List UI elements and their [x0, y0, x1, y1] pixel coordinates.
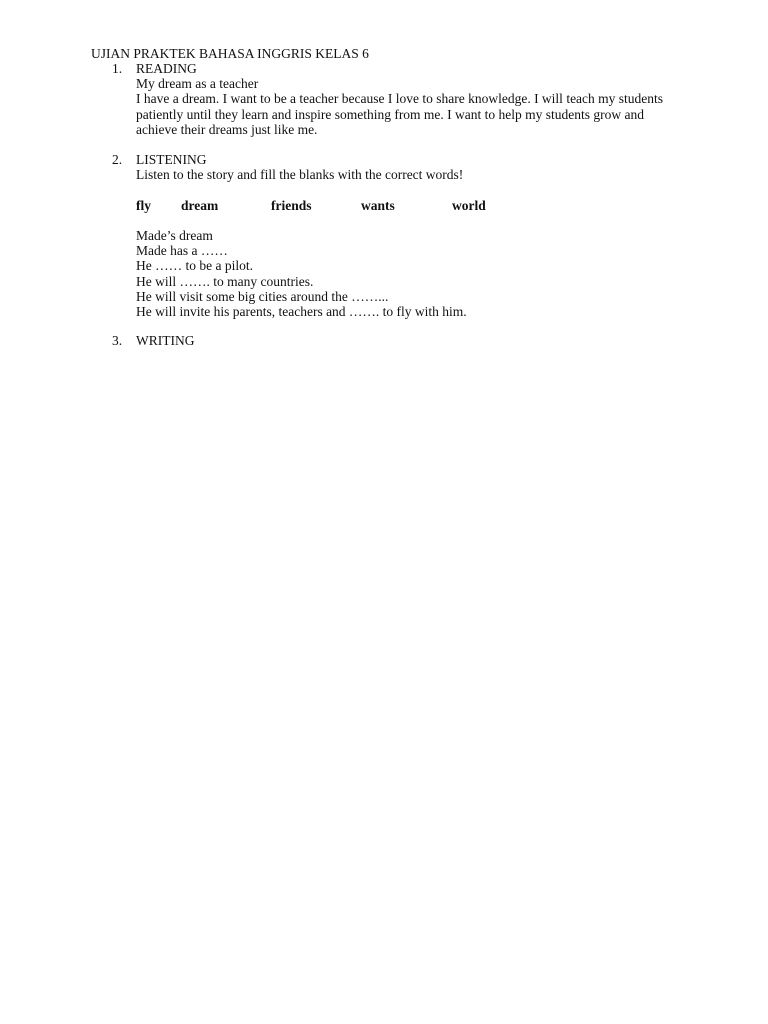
- word-bank-item: wants: [361, 197, 395, 213]
- section-number: 2.: [112, 152, 123, 167]
- section-number: 3.: [112, 333, 123, 348]
- word-bank-item: world: [452, 197, 486, 213]
- section-listening: [112, 152, 712, 319]
- section-heading: WRITING: [136, 333, 195, 348]
- story-sentence: He will invite his parents, teachers and ……. to fly with him.: [136, 303, 467, 319]
- document-title: UJIAN PRAKTEK BAHASA INGGRIS KELAS 6: [91, 46, 369, 61]
- listening-instruction: Listen to the story and fill the blanks with the correct words!: [136, 167, 464, 183]
- section-heading: READING: [136, 61, 197, 76]
- story-title: Made’s dream: [136, 227, 213, 243]
- word-bank-item: dream: [181, 197, 219, 213]
- story-sentence: He will ……. to many countries.: [136, 273, 314, 289]
- story-sentence: Made has a ……: [136, 243, 228, 259]
- section-heading: LISTENING: [136, 152, 207, 167]
- reading-paragraph: I have a dream. I want to be a teacher because I love to share knowledge. I will teach my students patiently until they learn and inspire something from me. I want to help my students grow and achieve their dreams just like me.: [136, 91, 664, 137]
- section-number: 1.: [112, 61, 123, 76]
- story-sentence: He will visit some big cities around the ……...: [136, 288, 389, 304]
- word-bank-item: friends: [271, 197, 312, 213]
- story-sentence: He …… to be a pilot.: [136, 258, 253, 274]
- word-bank-item: fly: [136, 197, 151, 213]
- section-writing: [112, 333, 712, 348]
- word-bank: [136, 198, 712, 213]
- section-reading: [112, 61, 712, 137]
- reading-subtitle: My dream as a teacher: [136, 76, 259, 92]
